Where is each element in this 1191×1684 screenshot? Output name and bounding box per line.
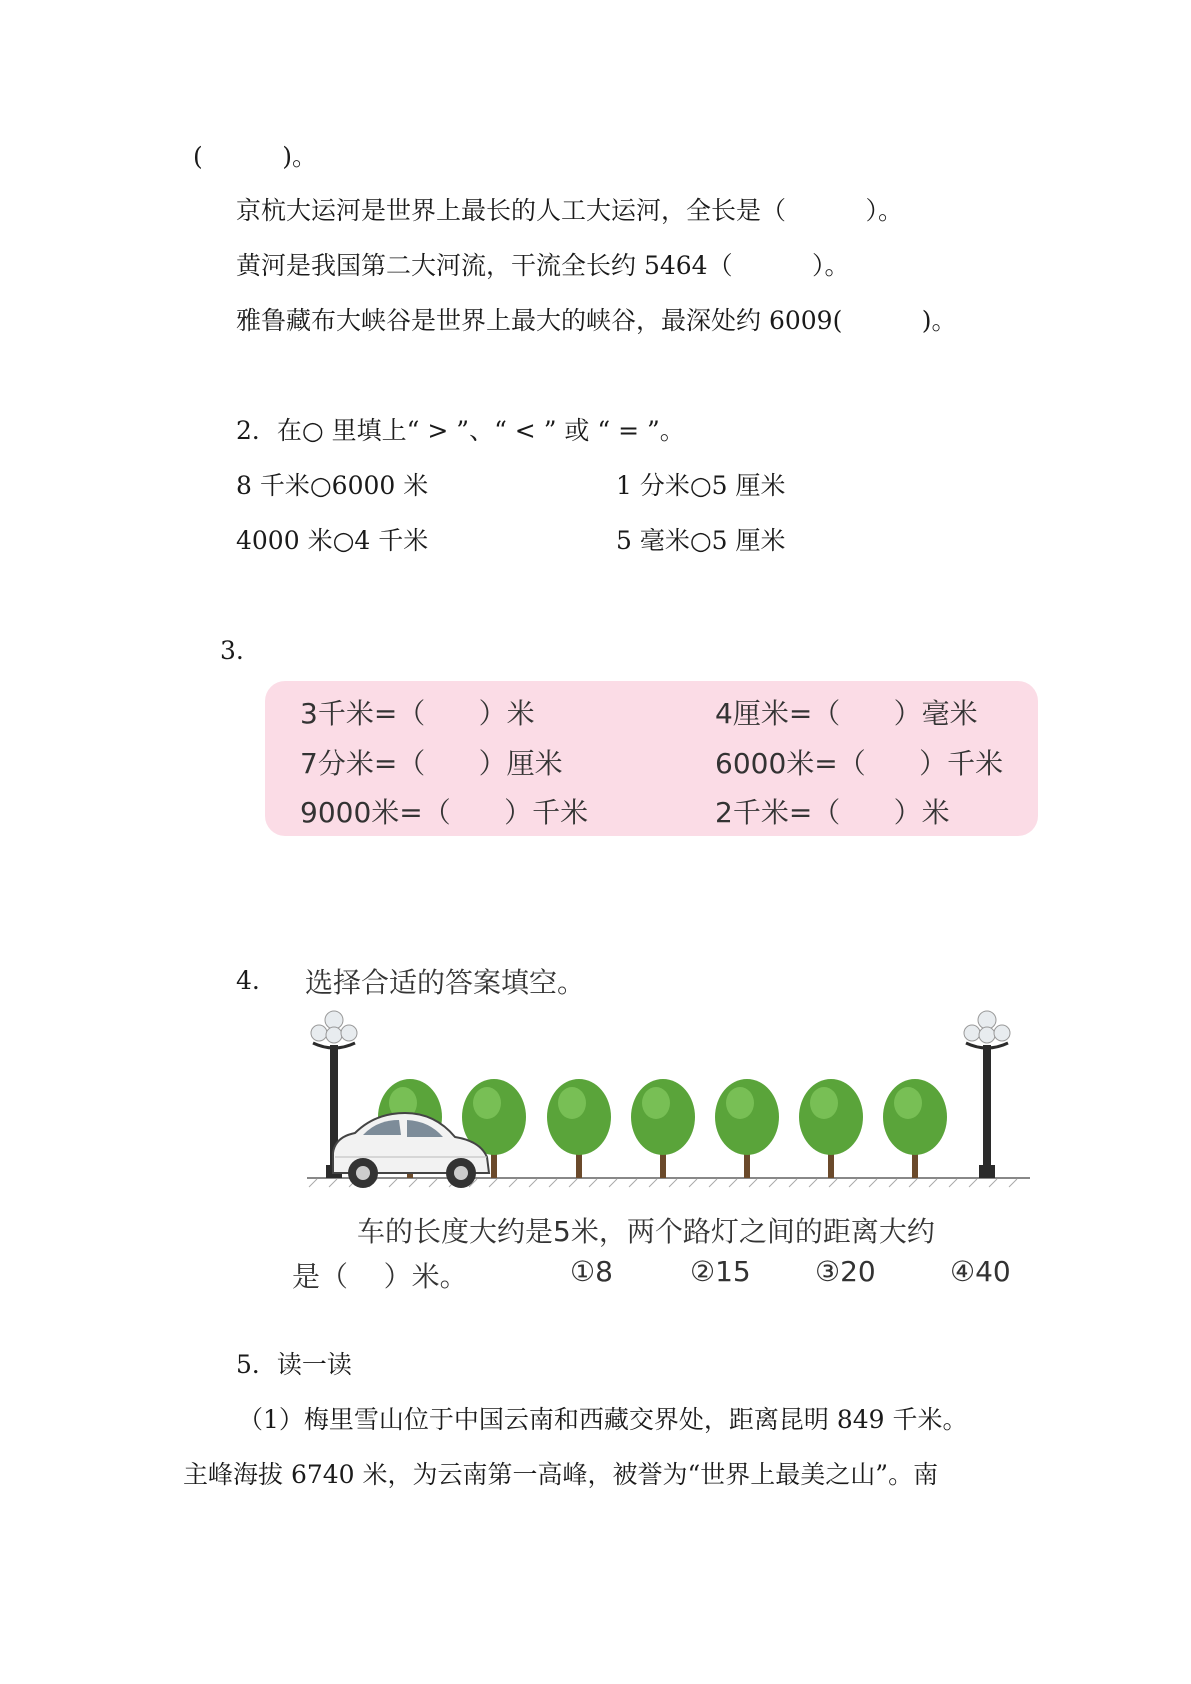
q4-option-1: ①8 (570, 1255, 613, 1288)
q4-sentence-1: 车的长度大约是5米，两个路灯之间的距离大约 (357, 1215, 935, 1248)
q3-item-6: 2千米=（ ）米 (715, 796, 950, 829)
q4-title: 选择合适的答案填空。 (305, 966, 586, 999)
q4-number: 4. (236, 966, 260, 995)
q3-item-3: 7分米=（ ）厘米 (300, 747, 563, 780)
q3-item-4: 6000米=（ ）千米 (715, 747, 1004, 780)
q1-line-2: 黄河是我国第二大河流，干流全长约 5464（ ）。 (236, 251, 850, 280)
q2-item-2: 1 分米○5 厘米 (616, 471, 786, 500)
q5-para-2: 主峰海拔 6740 米，为云南第一高峰，被誉为“世界上最美之山”。南 (183, 1460, 939, 1489)
street-lamp-icon (964, 1011, 1010, 1178)
tree-icon (883, 1079, 947, 1178)
q2-item-3: 4000 米○4 千米 (236, 526, 429, 555)
q3-number: 3. (220, 636, 244, 665)
q1-line-1: 京杭大运河是世界上最长的人工大运河，全长是（ ）。 (236, 196, 903, 225)
tree-icon (547, 1079, 611, 1178)
q5-title: 5．读一读 (236, 1350, 352, 1379)
q3-item-1: 3千米=（ ）米 (300, 697, 535, 730)
q2-item-1: 8 千米○6000 米 (236, 471, 429, 500)
q4-option-2: ②15 (690, 1255, 751, 1288)
q2-title: 2．在○ 里填上“ > ”、“ < ” 或 “ = ”。 (236, 416, 685, 445)
q3-item-2: 4厘米=（ ）毫米 (715, 697, 978, 730)
road-illustration (295, 1005, 1045, 1205)
q5-para-1: （1）梅里雪山位于中国云南和西藏交界处，距离昆明 849 千米。 (238, 1405, 968, 1434)
ground-hatch (309, 1179, 1017, 1187)
q2-item-4: 5 毫米○5 厘米 (616, 526, 786, 555)
q1-top-fragment: ( )。 (193, 142, 317, 171)
q4-option-4: ④40 (950, 1255, 1011, 1288)
q1-line-3: 雅鲁藏布大峡谷是世界上最大的峡谷，最深处约 6009( )。 (236, 306, 957, 335)
q4-option-3: ③20 (815, 1255, 876, 1288)
q4-sentence-2: 是（ ）米。 (292, 1260, 468, 1293)
tree-icon (799, 1079, 863, 1178)
tree-icon (715, 1079, 779, 1178)
q3-item-5: 9000米=（ ）千米 (300, 796, 589, 829)
tree-icon (631, 1079, 695, 1178)
